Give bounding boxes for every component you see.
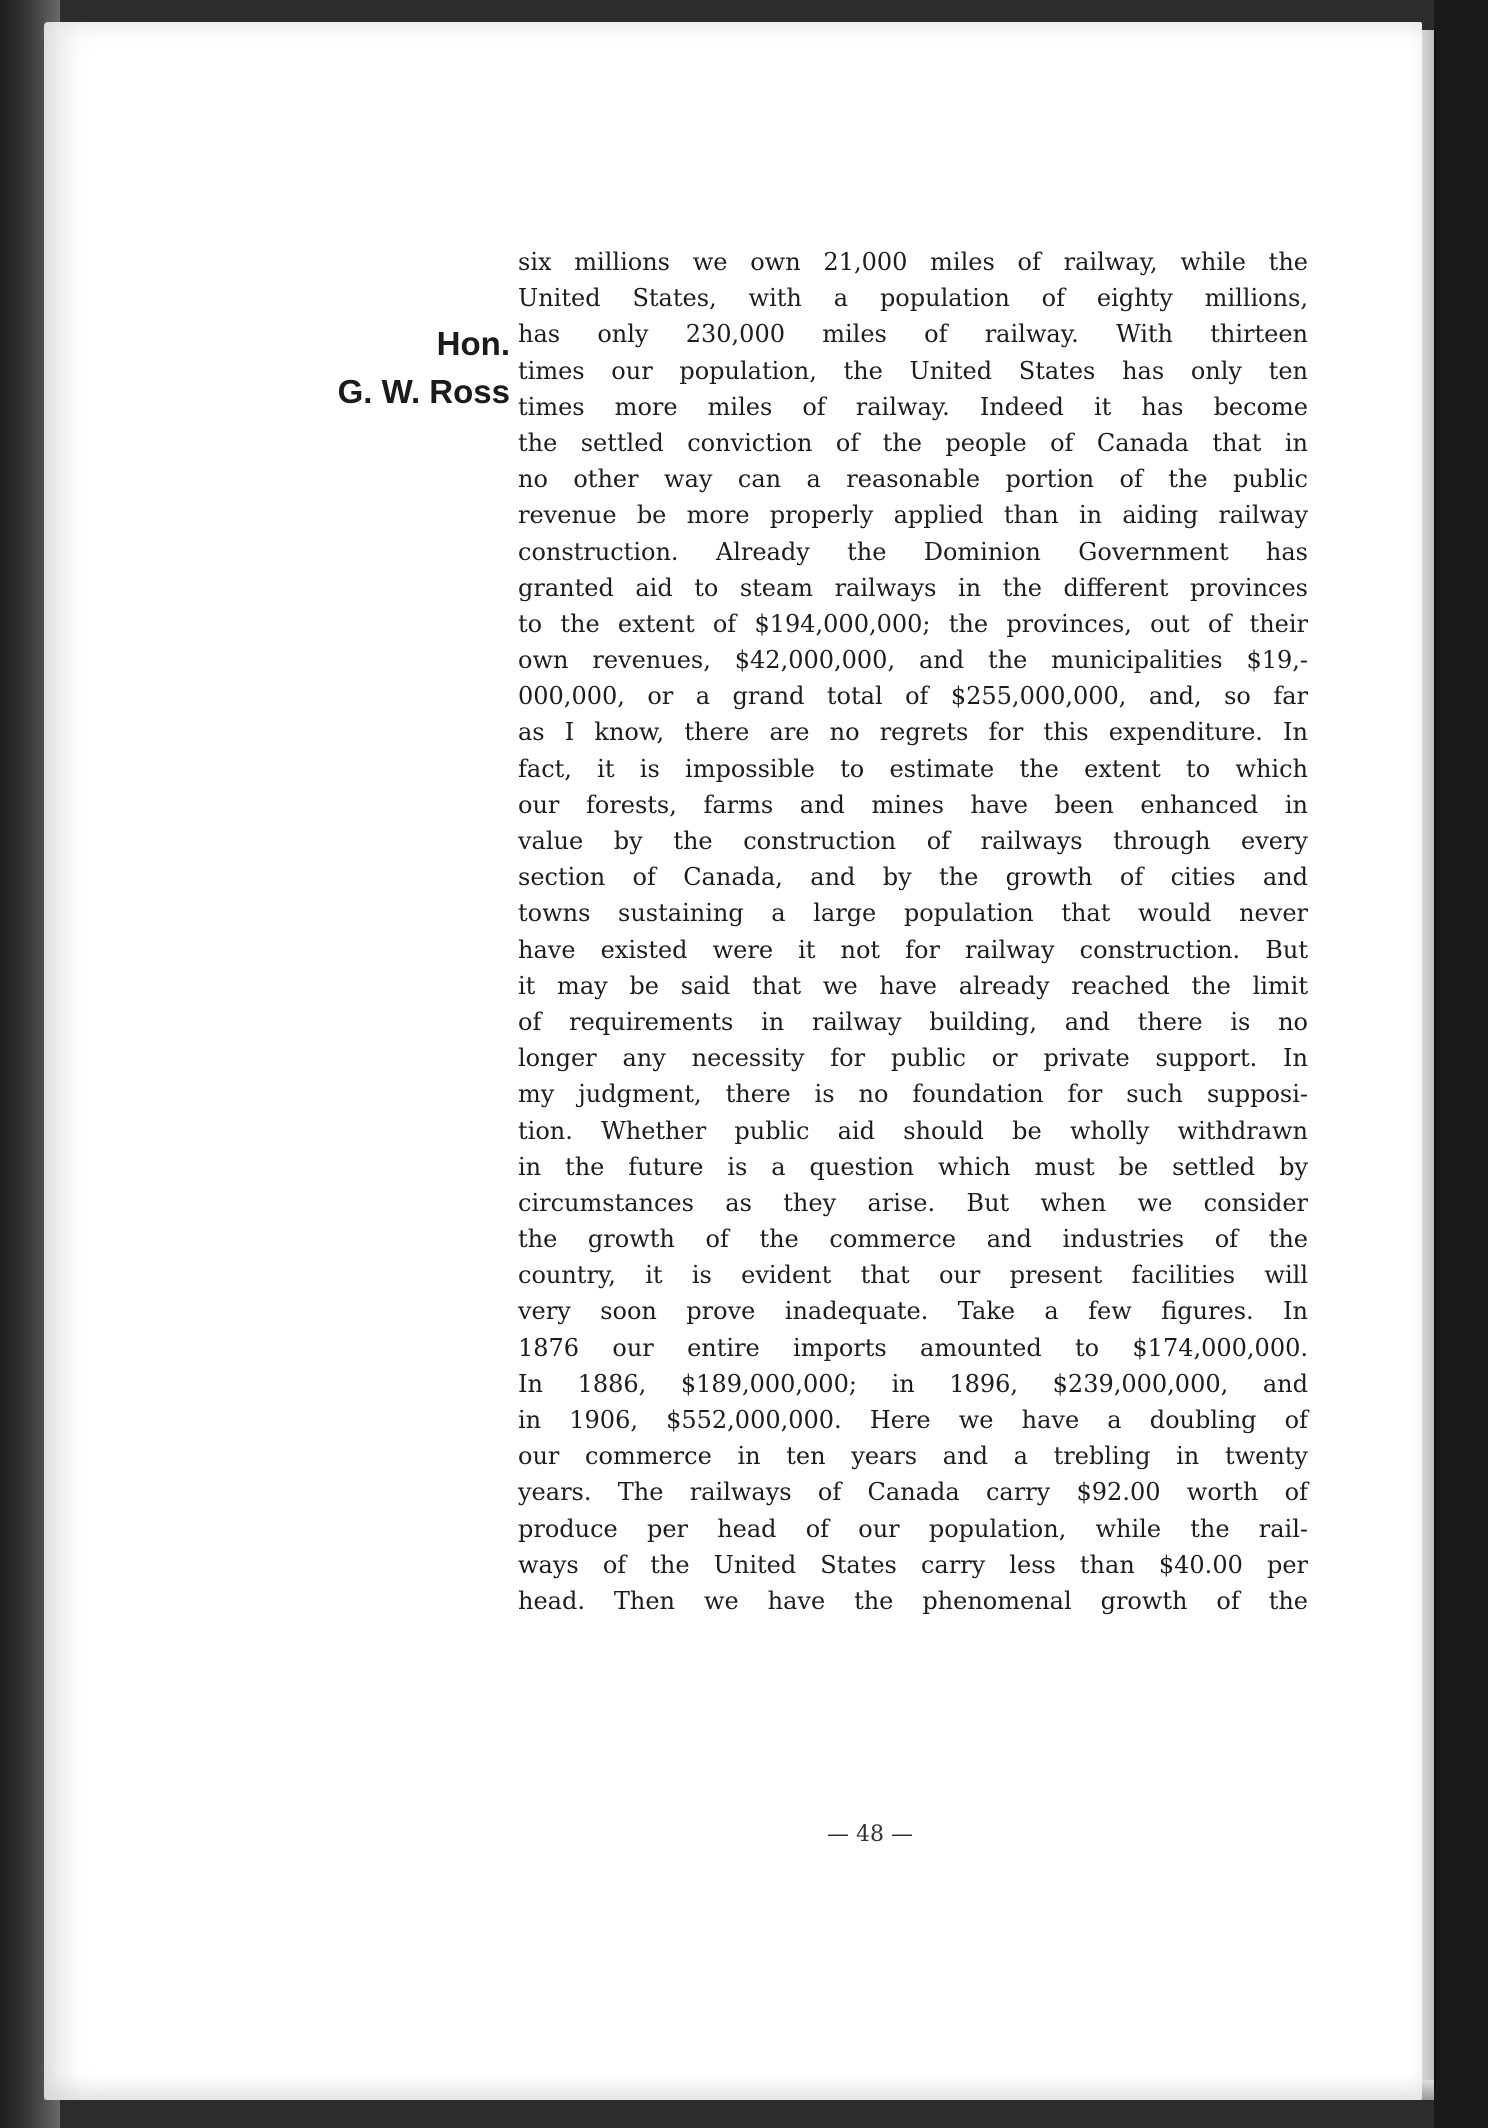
text-line: the growth of the commerce and industries of the [518, 1225, 1308, 1254]
text-line: 000,000, or a grand total of $255,000,000, and, so far [518, 682, 1308, 711]
text-line: my judgment, there is no foundation for such supposi- [518, 1080, 1308, 1109]
text-line: own revenues, $42,000,000, and the municipalities $19,- [518, 646, 1308, 675]
text-line: longer any necessity for public or private support. In [518, 1044, 1308, 1073]
text-line: have existed were it not for railway construction. But [518, 935, 1308, 964]
text-line: our forests, farms and mines have been enhanced in [518, 790, 1308, 819]
text-line: country, it is evident that our present facilities will [518, 1261, 1308, 1290]
text-line: in 1906, $552,000,000. Here we have a doubling of [518, 1406, 1308, 1434]
text-line: the settled conviction of the people of Canada that in [518, 428, 1308, 457]
text-line: 1876 our entire imports amounted to $174,000,000. [518, 1333, 1308, 1362]
scan-background-right [1434, 0, 1488, 2128]
text-line: revenue be more properly applied than in aiding railway [518, 501, 1308, 530]
text-line: in the future is a question which must be settled by [518, 1152, 1308, 1181]
text-line: no other way can a reasonable portion of the public [518, 465, 1308, 494]
text-line: tion. Whether public aid should be wholly withdrawn [518, 1116, 1308, 1145]
text-line: very soon prove inadequate. Take a few figures. In [518, 1297, 1308, 1326]
margin-note-line-2: G. W. Ross [337, 373, 510, 410]
text-line: value by the construction of railways through every [518, 827, 1308, 855]
margin-note-line-1: Hon. [436, 325, 510, 362]
text-line: fact, it is impossible to estimate the extent to which [518, 754, 1308, 783]
page-number: — 48 — [827, 1822, 913, 1847]
margin-note [300, 320, 510, 416]
text-line: to the extent of $194,000,000; the provinces, out of their [518, 609, 1308, 638]
text-line: of requirements in railway building, and there is no [518, 1007, 1308, 1036]
body-text [518, 244, 1308, 1619]
text-line: circumstances as they arise. But when we consider [518, 1188, 1308, 1217]
text-line: as I know, there are no regrets for this expenditure. In [518, 718, 1308, 747]
text-line: times our population, the United States has only ten [518, 356, 1308, 385]
text-line: our commerce in ten years and a trebling in twenty [518, 1442, 1308, 1471]
text-line: times more miles of railway. Indeed it has become [518, 392, 1308, 421]
text-line: six millions we own 21,000 miles of railway, while the [518, 248, 1308, 276]
text-line: section of Canada, and by the growth of cities and [518, 863, 1308, 892]
text-line: it may be said that we have already reached the limit [518, 971, 1308, 1000]
text-line: granted aid to steam railways in the different provinces [518, 573, 1308, 602]
text-line: ways of the United States carry less than $40.00 per [518, 1550, 1308, 1579]
text-line: construction. Already the Dominion Government has [518, 537, 1308, 566]
text-line: towns sustaining a large population that would never [518, 899, 1308, 928]
text-line: United States, with a population of eighty millions, [518, 284, 1308, 313]
text-line: In 1886, $189,000,000; in 1896, $239,000,000, and [518, 1369, 1308, 1398]
text-line: head. Then we have the phenomenal growth of the [518, 1586, 1308, 1615]
text-line: years. The railways of Canada carry $92.00 worth of [518, 1478, 1308, 1507]
text-line: produce per head of our population, while the rail- [518, 1514, 1308, 1543]
text-line: has only 230,000 miles of railway. With thirteen [518, 320, 1308, 349]
